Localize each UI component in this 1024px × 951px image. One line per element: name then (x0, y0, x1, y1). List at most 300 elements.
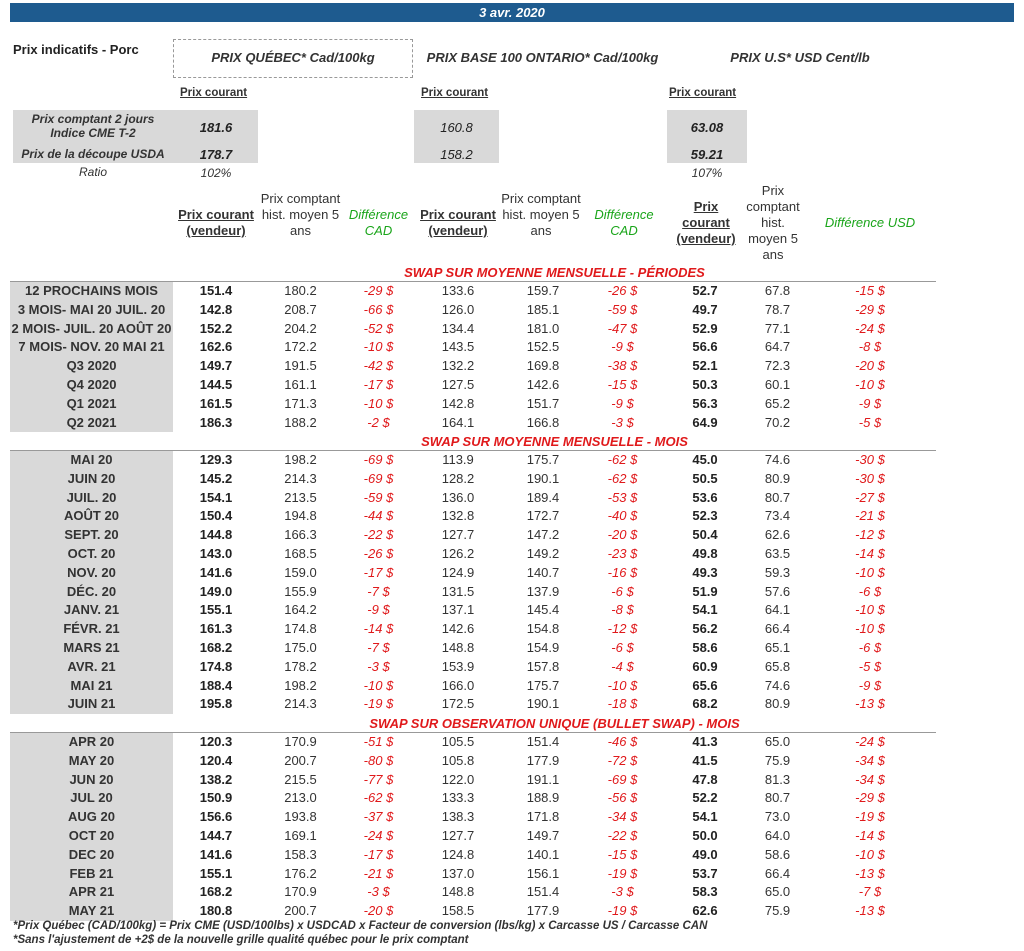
header-quebec: PRIX QUÉBEC* Cad/100kg (211, 50, 375, 65)
us-diff: -13 $ (855, 903, 885, 919)
us-hist: 78.7 (764, 301, 791, 317)
quebec-diff: -26 $ (363, 546, 394, 561)
row-label: FÉVR. 21 (63, 621, 120, 637)
colhead-ontario-diff: Différence CAD (594, 207, 654, 238)
table-row (10, 282, 936, 301)
us-hist: 60.1 (764, 377, 791, 392)
us-hist: 59.3 (764, 564, 791, 580)
ontario-prix-courant: 132.8 (441, 508, 475, 524)
ontario-hist: 137.9 (526, 583, 560, 599)
quebec-diff: -59 $ (363, 489, 394, 505)
ontario-hist: 157.8 (526, 658, 560, 674)
ontario-prix-courant: 142.6 (441, 621, 475, 637)
ontario-hist: 156.1 (526, 865, 560, 881)
ontario-hist: 159.7 (526, 283, 560, 298)
us-prix-courant: 52.7 (692, 283, 718, 298)
quebec-hist: 158.3 (284, 846, 317, 862)
ontario-hist: 177.9 (526, 752, 560, 768)
ontario-prix-courant: 134.4 (441, 320, 475, 336)
quebec-diff: -20 $ (363, 903, 394, 919)
ontario-diff: -20 $ (607, 527, 638, 543)
us-diff: -6 $ (858, 583, 882, 599)
quebec-hist: 178.2 (284, 658, 317, 674)
quebec-hist: 214.3 (284, 696, 317, 712)
us-hist: 73.4 (764, 508, 791, 524)
us-hist: 65.1 (764, 640, 791, 655)
colhead-us-hist: Prix comptant hist. moyen 5 ans (746, 183, 800, 262)
us-diff: -30 $ (855, 470, 885, 486)
row-label: 2 MOIS- JUIL. 20 AOÛT 20 (11, 320, 172, 336)
ontario-prix-courant: 132.2 (441, 358, 475, 374)
section-title-bullet: SWAP SUR OBSERVATION UNIQUE (BULLET SWAP) - MOIS (369, 716, 740, 731)
table-row (10, 414, 936, 433)
quebec-prix-courant: 161.3 (199, 621, 233, 637)
quebec-hist: 193.8 (284, 809, 317, 825)
quebec-diff: -3 $ (367, 884, 390, 900)
quebec-ratio: 102% (200, 166, 232, 180)
us-diff: -20 $ (855, 358, 885, 374)
us-prix-courant: 49.7 (692, 301, 718, 317)
quebec-hist: 198.2 (284, 452, 317, 467)
ontario-prix-courant: 172.5 (441, 696, 475, 712)
us-ratio: 107% (691, 166, 723, 180)
prix-courant-label-quebec: Prix courant (180, 87, 248, 99)
quebec-diff: -17 $ (363, 564, 394, 580)
us-hist: 77.1 (764, 320, 791, 336)
table-row (10, 357, 936, 376)
ontario-diff: -8 $ (611, 602, 634, 618)
ontario-diff: -6 $ (611, 640, 634, 655)
header-us: PRIX U.S* USD Cent/lb (730, 50, 870, 65)
ontario-prix-courant: 133.3 (441, 790, 475, 806)
quebec-prix-courant: 151.4 (199, 283, 233, 298)
ontario-diff: -12 $ (607, 621, 638, 637)
row-label: APR 21 (68, 884, 115, 900)
quebec-prix-courant: 152.2 (199, 320, 233, 336)
us-diff: -29 $ (855, 301, 885, 317)
quebec-diff: -17 $ (363, 846, 394, 862)
ontario-diff: -69 $ (607, 771, 638, 787)
quebec-prix-courant: 168.2 (199, 640, 233, 655)
row-label: MAI 21 (70, 677, 113, 693)
row-label: 12 PROCHAINS MOIS (25, 283, 158, 298)
colhead-us-prix-courant: Prix courant (vendeur) (676, 199, 736, 246)
table-row (10, 902, 936, 921)
ontario-prix-courant: 133.6 (441, 283, 475, 298)
row-label: Q4 2020 (66, 377, 117, 392)
quebec-diff: -22 $ (363, 527, 394, 543)
ontario-hist: 190.1 (526, 470, 560, 486)
quebec-prix-courant: 161.5 (199, 395, 233, 411)
us-diff: -5 $ (858, 658, 882, 674)
ontario-hist: 151.4 (526, 884, 560, 900)
quebec-diff: -66 $ (363, 301, 394, 317)
us-hist: 64.0 (764, 828, 791, 843)
quebec-prix-courant: 144.7 (199, 828, 233, 843)
us-hist: 57.6 (764, 583, 791, 599)
quebec-hist: 175.0 (284, 640, 317, 655)
quebec-prix-courant: 144.8 (199, 527, 233, 543)
table-row (10, 451, 936, 470)
ontario-diff: -22 $ (607, 828, 638, 843)
quebec-prix-courant: 120.3 (199, 734, 233, 749)
table-row (10, 789, 936, 808)
row-label: OCT 20 (68, 828, 115, 843)
table-row (10, 639, 936, 658)
ontario-hist: 191.1 (526, 771, 560, 787)
quebec-diff: -10 $ (363, 395, 394, 411)
cash-label-comptant: Prix comptant 2 jours Indice CME T-2 (31, 112, 155, 140)
quebec-prix-courant: 155.1 (199, 602, 233, 618)
us-diff: -29 $ (855, 790, 885, 806)
ontario-diff: -38 $ (607, 358, 638, 374)
row-label: JUL 20 (70, 790, 113, 806)
us-hist: 67.8 (764, 283, 791, 298)
quebec-hist: 170.9 (284, 734, 317, 749)
ontario-prix-courant: 126.0 (441, 301, 475, 317)
table-row (10, 507, 936, 526)
us-hist: 64.1 (764, 602, 791, 618)
table-row (10, 865, 936, 884)
us-prix-courant: 49.8 (692, 546, 718, 561)
us-diff: -27 $ (855, 489, 885, 505)
quebec-hist: 214.3 (284, 470, 317, 486)
quebec-prix-courant: 180.8 (199, 903, 233, 919)
ontario-diff: -19 $ (607, 903, 638, 919)
quebec-hist: 191.5 (284, 358, 317, 374)
us-hist: 75.9 (764, 903, 791, 919)
quebec-diff: -3 $ (367, 658, 390, 674)
ontario-diff: -26 $ (607, 283, 638, 298)
table-row (10, 677, 936, 696)
us-hist: 80.7 (764, 489, 791, 505)
row-label: SEPT. 20 (64, 527, 119, 543)
footnote-2: *Sans l'ajustement de +2$ de la nouvelle grille qualité québec pour le prix comptant (13, 934, 469, 946)
us-diff: -30 $ (855, 452, 885, 467)
row-label: MAY 20 (68, 752, 115, 768)
table-row (10, 601, 936, 620)
us-hist: 75.9 (764, 752, 791, 768)
quebec-diff: -77 $ (363, 771, 394, 787)
ontario-hist: 190.1 (526, 696, 560, 712)
quebec-prix-courant: 129.3 (199, 452, 233, 467)
ontario-hist: 154.9 (526, 640, 560, 655)
us-prix-courant: 47.8 (692, 771, 718, 787)
quebec-diff: -69 $ (363, 452, 394, 467)
us-prix-courant: 50.4 (692, 527, 718, 543)
ontario-hist: 185.1 (526, 301, 560, 317)
ontario-diff: -62 $ (607, 470, 638, 486)
quebec-hist: 170.9 (284, 884, 317, 900)
quebec-prix-courant: 155.1 (199, 865, 233, 881)
quebec-hist: 169.1 (284, 828, 317, 843)
ontario-prix-courant: 136.0 (441, 489, 475, 505)
table-row (10, 752, 936, 771)
us-hist: 65.0 (764, 884, 791, 900)
ontario-diff: -18 $ (607, 696, 638, 712)
us-prix-courant: 58.3 (692, 884, 718, 900)
table-row (10, 301, 936, 320)
quebec-prix-courant: 154.1 (199, 489, 233, 505)
cash-label-ratio: Ratio (78, 165, 107, 179)
ontario-hist: 154.8 (526, 621, 560, 637)
ontario-hist: 151.4 (526, 734, 560, 749)
colhead-ontario-prix-courant: Prix courant (vendeur) (420, 207, 496, 238)
quebec-hist: 194.8 (284, 508, 317, 524)
us-diff: -21 $ (855, 508, 885, 524)
quebec-prix-courant: 144.5 (199, 377, 233, 392)
us-diff: -13 $ (855, 696, 885, 712)
row-label: AOÛT 20 (64, 508, 119, 524)
ontario-prix-courant: 122.0 (441, 771, 475, 787)
row-label: APR 20 (68, 734, 115, 749)
ontario-diff: -23 $ (607, 546, 638, 561)
us-diff: -13 $ (855, 865, 885, 881)
colhead-us-diff: Différence USD (824, 215, 916, 230)
table-row (10, 338, 936, 357)
us-diff: -10 $ (855, 564, 885, 580)
ontario-hist: 147.2 (526, 527, 560, 543)
table-row (10, 470, 936, 489)
ontario-diff: -9 $ (611, 339, 634, 355)
quebec-prix-courant: 195.8 (199, 696, 233, 712)
us-prix-courant: 52.3 (692, 508, 718, 524)
ontario-hist: 181.0 (526, 320, 560, 336)
us-diff: -14 $ (855, 828, 885, 843)
ontario-hist: 177.9 (526, 903, 560, 919)
us-hist: 80.9 (764, 470, 791, 486)
quebec-hist: 213.0 (284, 790, 317, 806)
ontario-diff: -53 $ (607, 489, 638, 505)
us-diff: -14 $ (855, 546, 885, 561)
table-row (10, 526, 936, 545)
quebec-prix-courant: 150.4 (199, 508, 233, 524)
quebec-diff: -52 $ (363, 320, 394, 336)
quebec-diff: -17 $ (363, 377, 394, 392)
us-prix-courant: 56.6 (692, 339, 718, 355)
row-label: 3 MOIS- MAI 20 JUIL. 20 (17, 301, 166, 317)
table-row (10, 883, 936, 902)
us-hist: 64.7 (764, 339, 791, 355)
us-hist: 80.7 (764, 790, 791, 806)
ontario-hist: 166.8 (526, 414, 560, 430)
ontario-diff: -59 $ (607, 301, 638, 317)
ontario-hist: 149.7 (526, 828, 560, 843)
ontario-hist: 151.7 (526, 395, 560, 411)
ontario-hist: 175.7 (526, 452, 560, 467)
us-prix-courant: 56.3 (692, 395, 718, 411)
quebec-hist: 204.2 (284, 320, 317, 336)
us-prix-courant: 52.9 (692, 320, 718, 336)
ontario-prix-courant: 126.2 (441, 546, 475, 561)
us-prix-courant: 50.0 (692, 828, 718, 843)
us-diff: -10 $ (855, 621, 885, 637)
us-diff: -10 $ (855, 846, 885, 862)
quebec-diff: -51 $ (363, 734, 394, 749)
quebec-prix-courant: 149.7 (199, 358, 233, 374)
us-hist: 66.4 (764, 621, 791, 637)
ontario-diff: -6 $ (611, 583, 634, 599)
us-hist: 62.6 (764, 527, 791, 543)
us-prix-courant: 62.6 (692, 903, 718, 919)
ontario-prix-courant: 124.9 (441, 564, 475, 580)
table-row (10, 564, 936, 583)
quebec-diff: -7 $ (367, 640, 390, 655)
us-diff: -5 $ (858, 414, 882, 430)
us-hist: 81.3 (764, 771, 791, 787)
quebec-hist: 176.2 (284, 865, 317, 881)
row-label: JUIN 20 (67, 470, 116, 486)
quebec-prix-courant: 138.2 (199, 771, 233, 787)
quebec-hist: 174.8 (284, 621, 317, 637)
quebec-diff: -37 $ (363, 809, 394, 825)
row-label: DÉC. 20 (66, 583, 117, 599)
ontario-prix-courant: 113.9 (442, 452, 474, 467)
row-label: 7 MOIS- NOV. 20 MAI 21 (18, 339, 165, 355)
row-label: JANV. 21 (63, 602, 120, 618)
us-prix-courant: 53.7 (692, 865, 718, 881)
ontario-hist: 142.6 (526, 377, 560, 392)
quebec-prix-courant: 186.3 (199, 414, 233, 430)
row-label: Q1 2021 (66, 395, 117, 411)
quebec-hist: 180.2 (284, 283, 317, 298)
page-title: Prix indicatifs - Porc (13, 42, 139, 57)
row-label: AVR. 21 (67, 658, 116, 674)
us-prix-courant: 51.9 (692, 583, 718, 599)
us-diff: -9 $ (858, 395, 882, 411)
us-decoupe: 59.21 (690, 147, 724, 162)
table-row (10, 695, 936, 714)
row-label: MAI 20 (70, 452, 113, 467)
ontario-prix-courant: 127.7 (441, 527, 475, 543)
colhead-quebec-hist: Prix comptant hist. moyen 5 ans (260, 191, 341, 238)
ontario-prix-courant: 143.5 (441, 339, 475, 355)
quebec-hist: 168.5 (284, 546, 317, 561)
table-row (10, 771, 936, 790)
quebec-diff: -24 $ (363, 828, 394, 843)
quebec-comptant: 181.6 (199, 120, 233, 135)
us-prix-courant: 50.5 (692, 470, 718, 486)
quebec-prix-courant: 141.6 (199, 846, 233, 862)
ontario-diff: -40 $ (607, 508, 638, 524)
us-hist: 80.9 (764, 696, 791, 712)
us-diff: -7 $ (858, 884, 882, 900)
us-prix-courant: 54.1 (692, 809, 718, 825)
us-prix-courant: 41.5 (692, 752, 718, 768)
quebec-prix-courant: 149.0 (199, 583, 233, 599)
row-label: AUG 20 (68, 809, 115, 825)
table-row (10, 658, 936, 677)
ontario-diff: -72 $ (607, 752, 638, 768)
us-hist: 70.2 (764, 414, 791, 430)
quebec-decoupe: 178.7 (199, 147, 233, 162)
ontario-diff: -34 $ (607, 809, 638, 825)
ontario-prix-courant: 131.5 (441, 583, 475, 599)
ontario-diff: -19 $ (607, 865, 638, 881)
ontario-hist: 140.1 (526, 846, 560, 862)
us-prix-courant: 45.0 (692, 452, 718, 467)
ontario-hist: 172.7 (526, 508, 560, 524)
quebec-hist: 208.7 (284, 301, 317, 317)
us-prix-courant: 53.6 (692, 489, 718, 505)
us-prix-courant: 50.3 (692, 377, 718, 392)
us-diff: -24 $ (855, 320, 885, 336)
us-hist: 65.2 (764, 395, 791, 411)
colhead-quebec-prix-courant: Prix courant (vendeur) (178, 207, 254, 238)
ontario-diff: -47 $ (607, 320, 638, 336)
ontario-prix-courant: 137.1 (441, 602, 475, 618)
table-row (10, 395, 936, 414)
section-title-mois: SWAP SUR MOYENNE MENSUELLE - MOIS (421, 434, 688, 449)
us-prix-courant: 41.3 (692, 734, 718, 749)
table-row (10, 545, 936, 564)
ontario-diff: -3 $ (611, 884, 634, 900)
quebec-prix-courant: 174.8 (199, 658, 233, 674)
ontario-hist: 152.5 (526, 339, 560, 355)
colhead-quebec-diff: Différence CAD (348, 207, 409, 238)
quebec-diff: -7 $ (367, 583, 390, 599)
footnote-1: *Prix Québec (CAD/100kg) = Prix CME (USD/100lbs) x USDCAD x Facteur de conversion (lbs/kg) x Carcasse US / Carcasse CAN (13, 920, 708, 932)
ontario-prix-courant: 142.8 (441, 395, 475, 411)
quebec-hist: 213.5 (284, 489, 317, 505)
table-row (10, 827, 936, 846)
us-hist: 74.6 (764, 677, 791, 693)
row-label: MARS 21 (63, 640, 120, 655)
quebec-hist: 198.2 (284, 677, 317, 693)
us-diff: -34 $ (855, 752, 885, 768)
ontario-comptant: 160.8 (440, 120, 473, 135)
ontario-hist: 175.7 (526, 677, 560, 693)
us-diff: -19 $ (855, 809, 885, 825)
quebec-prix-courant: 142.8 (199, 301, 233, 317)
header-ontario: PRIX BASE 100 ONTARIO* Cad/100kg (426, 50, 659, 65)
row-label: JUIL. 20 (66, 489, 117, 505)
us-prix-courant: 60.9 (692, 658, 718, 674)
ontario-prix-courant: 148.8 (441, 640, 475, 655)
quebec-hist: 161.1 (284, 377, 317, 392)
ontario-diff: -10 $ (607, 677, 638, 693)
ontario-diff: -56 $ (607, 790, 638, 806)
table-row (10, 583, 936, 602)
quebec-diff: -21 $ (363, 865, 394, 881)
us-prix-courant: 56.2 (692, 621, 718, 637)
quebec-diff: -29 $ (363, 283, 394, 298)
row-label: Q2 2021 (66, 414, 117, 430)
ontario-prix-courant: 128.2 (441, 470, 475, 486)
quebec-prix-courant: 156.6 (199, 809, 233, 825)
row-label: JUN 20 (69, 771, 114, 787)
ontario-hist: 188.9 (526, 790, 560, 806)
ontario-prix-courant: 105.5 (441, 734, 475, 749)
ontario-prix-courant: 127.5 (441, 377, 475, 392)
table-row (10, 376, 936, 395)
quebec-diff: -42 $ (363, 358, 394, 374)
us-diff: -9 $ (858, 677, 882, 693)
us-diff: -34 $ (855, 771, 885, 787)
ontario-prix-courant: 105.8 (441, 752, 475, 768)
ontario-prix-courant: 148.8 (441, 884, 475, 900)
quebec-prix-courant: 168.2 (199, 884, 233, 900)
us-hist: 74.6 (764, 452, 791, 467)
quebec-hist: 200.7 (284, 903, 317, 919)
quebec-hist: 155.9 (284, 583, 317, 599)
quebec-diff: -9 $ (367, 602, 390, 618)
quebec-diff: -10 $ (363, 677, 394, 693)
us-diff: -12 $ (855, 527, 885, 543)
quebec-hist: 166.3 (284, 527, 317, 543)
us-prix-courant: 64.9 (692, 414, 718, 430)
us-hist: 65.0 (764, 734, 791, 749)
